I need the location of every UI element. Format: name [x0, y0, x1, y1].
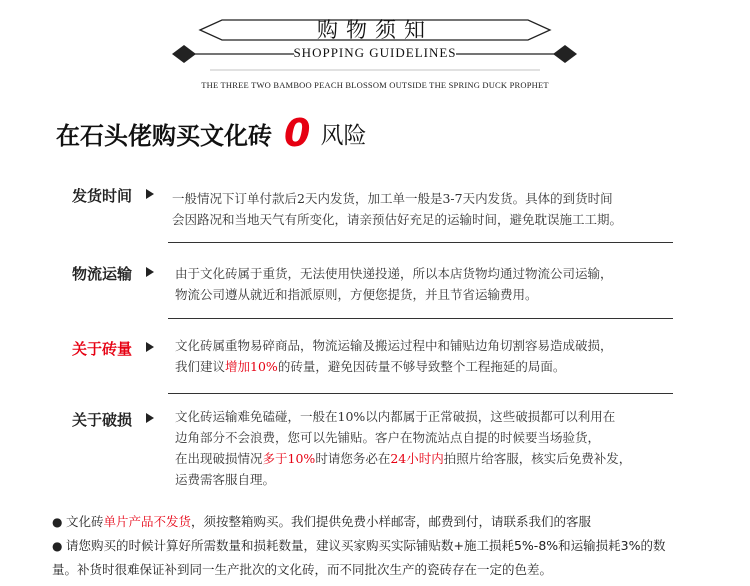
headline	[56, 108, 366, 158]
notes-section	[52, 510, 742, 582]
section-text: 文化砖运输难免磕碰，一般在10%以内都属于正常破损，这些破损都可以利用在 边角部分不会浪费，您可以先铺贴。客户在物流站点自提的时候要当场验货， 在出现破损情况多于10%时请您务必在24小时内拍照片给客服，核实后免费补发， 运费需客服自理。	[175, 409, 632, 487]
headline-zero: 0	[284, 111, 311, 155]
section-damage	[0, 406, 750, 486]
section-text: 文化砖属重物易碎商品，物流运输及搬运过程中和铺贴边角切割容易造成破损， 我们建议增加10%的砖量，避免因砖量不够导致整个工程拖延的局面。	[175, 338, 613, 374]
section-label: 关于破损	[72, 411, 133, 429]
page-subtitle: SHOPPING GUIDELINES	[293, 45, 457, 60]
section-brick-quantity	[0, 335, 750, 385]
divider	[168, 318, 673, 319]
arrow-icon	[146, 189, 154, 199]
note-continuation: 量。补货时很难保证补到同一生产批次的文化砖，而不同批次生产的瓷砖存在一定的色差。	[52, 562, 553, 577]
section-logistics	[0, 260, 750, 310]
section-label: 关于砖量	[72, 340, 133, 358]
section-text: 由于文化砖属于重货，无法使用快递投递，所以本店货物均通过物流公司运输， 物流公司遵从就近和指派原则，方便您提货，并且节省运输费用。	[175, 266, 613, 302]
headline-lead: 在石头佬购买文化砖	[56, 121, 272, 150]
headline-risk: 风险	[320, 122, 367, 149]
section-shipping-time	[0, 183, 750, 233]
note-item: ● 文化砖单片产品不发货，须按整箱购买。我们提供免费小样邮寄，邮费到付，请联系我们的客服	[52, 510, 742, 534]
arrow-icon	[146, 413, 154, 423]
header-banner	[0, 0, 750, 100]
bullet-icon: ●	[52, 515, 63, 529]
section-text: 一般情况下订单付款后2天内发货，加工单一般是3-7天内发货。具体的到货时间 会因路况和当地天气有所变化，请亲预估好充足的运输时间，避免耽误施工工期。	[172, 191, 623, 227]
section-label: 发货时间	[72, 187, 133, 205]
note-item: ● 请您购买的时候计算好所需数量和损耗数量，建议买家购买实际铺贴数+施工损耗5%-8%和运输损耗3%的数	[52, 534, 742, 558]
arrow-icon	[146, 267, 154, 277]
section-label: 物流运输	[72, 265, 133, 283]
page-title: 购物须知	[317, 18, 433, 42]
divider	[168, 242, 673, 243]
bullet-icon: ●	[52, 539, 63, 553]
tagline: THE THREE TWO BAMBOO PEACH BLOSSOM OUTSIDE THE SPRING DUCK PROPHET	[201, 80, 549, 90]
arrow-icon	[146, 342, 154, 352]
divider	[168, 393, 673, 394]
